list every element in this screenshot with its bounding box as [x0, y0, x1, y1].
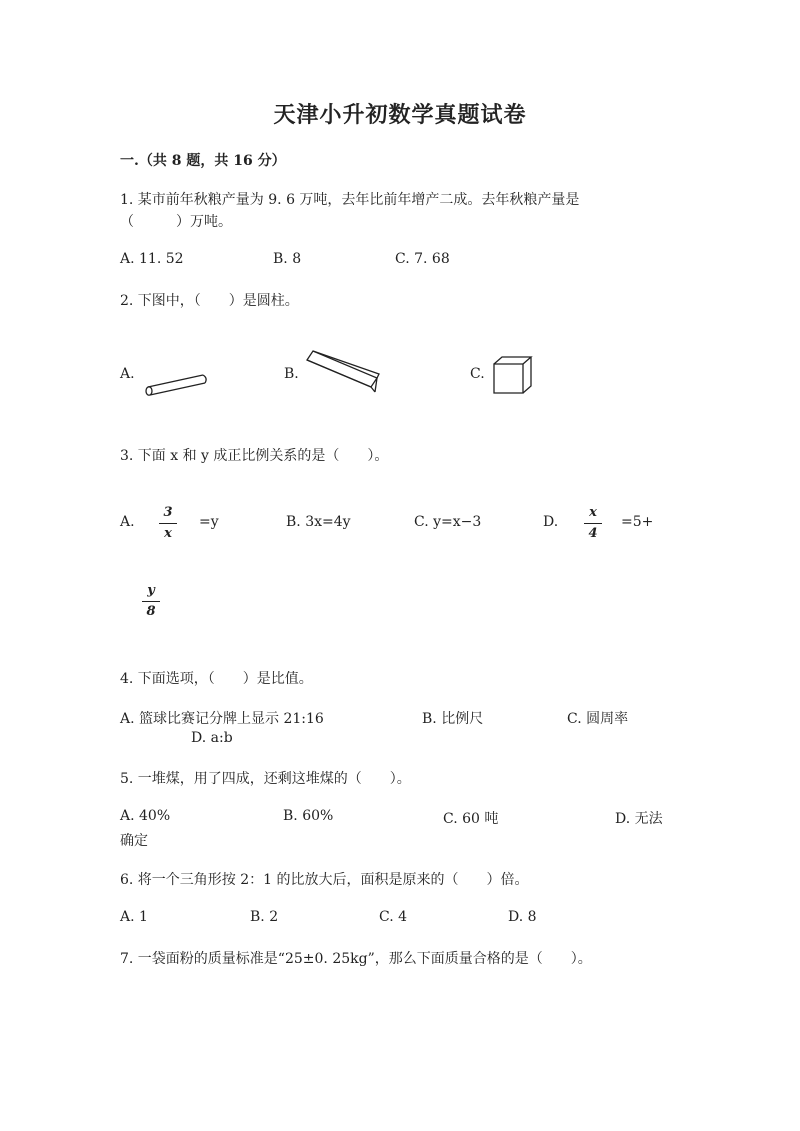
- q4-option-c[interactable]: C. 圆周率: [567, 711, 629, 727]
- fraction-bar: [142, 601, 160, 602]
- q6-option-b[interactable]: B. 2: [250, 909, 279, 925]
- q6-option-c[interactable]: C. 4: [379, 909, 408, 925]
- fraction-denominator: 8: [146, 604, 156, 619]
- q1-option-c[interactable]: C. 7. 68: [395, 251, 450, 267]
- q5-option-c[interactable]: C. 60 吨: [443, 811, 499, 827]
- q3-option-a-label[interactable]: A.: [120, 514, 135, 530]
- q1-option-a[interactable]: A. 11. 52: [120, 251, 184, 267]
- q3-fraction-d2: [142, 583, 160, 620]
- fraction-numerator: 3: [163, 505, 173, 520]
- q1-text-line1: 1. 某市前年秋粮产量为 9. 6 万吨，去年比前年增产二成。去年秋粮产量是: [120, 192, 580, 208]
- q2-option-a[interactable]: A.: [120, 366, 135, 382]
- q3-option-b[interactable]: B. 3x=4y: [286, 514, 351, 530]
- fraction-numerator: x: [589, 505, 597, 520]
- q7-text: 7. 一袋面粉的质量标准是“25±0. 25kg”，那么下面质量合格的是（ ）。: [120, 951, 592, 967]
- cylinder-rod-image: [142, 370, 210, 400]
- fraction-denominator: 4: [588, 526, 598, 541]
- q4-text: 4. 下面选项，（ ）是比值。: [120, 671, 313, 687]
- q3-fraction-d: [584, 505, 602, 542]
- q5-text: 5. 一堆煤，用了四成，还剩这堆煤的（ ）。: [120, 771, 411, 787]
- q4-option-a[interactable]: A. 篮球比赛记分牌上显示 21:16: [120, 711, 324, 727]
- fraction-bar: [584, 523, 602, 524]
- q2-option-b[interactable]: B.: [284, 366, 299, 382]
- q3-text: 3. 下面 x 和 y 成正比例关系的是（ ）。: [120, 448, 389, 464]
- q5-option-b[interactable]: B. 60%: [283, 808, 334, 824]
- q5-option-d[interactable]: D. 无法: [615, 811, 663, 827]
- q4-option-d[interactable]: D. a:b: [191, 730, 233, 746]
- cube-image: [492, 355, 536, 395]
- q6-option-a[interactable]: A. 1: [120, 909, 148, 925]
- q1-text-line2: （ ）万吨。: [120, 214, 232, 230]
- fraction-bar: [159, 523, 177, 524]
- q5-option-d-wrap: 确定: [120, 833, 148, 849]
- q1-option-b[interactable]: B. 8: [273, 251, 302, 267]
- q3-option-a-tail: =y: [199, 514, 219, 530]
- q2-option-c[interactable]: C.: [470, 366, 485, 382]
- triangular-prism-image: [303, 348, 383, 393]
- q4-option-b[interactable]: B. 比例尺: [422, 711, 484, 727]
- q6-option-d[interactable]: D. 8: [508, 909, 537, 925]
- q3-option-d-label[interactable]: D.: [543, 514, 559, 530]
- fraction-denominator: x: [164, 526, 172, 541]
- page-title: 天津小升初数学真题试卷: [273, 102, 527, 128]
- q2-text: 2. 下图中，（ ）是圆柱。: [120, 293, 299, 309]
- section-heading: 一.（共 8 题，共 16 分）: [120, 153, 286, 169]
- fraction-numerator: y: [147, 583, 155, 598]
- q3-fraction-a: [159, 505, 177, 542]
- q6-text: 6. 将一个三角形按 2：1 的比放大后，面积是原来的（ ）倍。: [120, 872, 529, 888]
- q5-option-a[interactable]: A. 40%: [120, 808, 171, 824]
- q3-option-d-tail: =5+: [621, 514, 654, 530]
- q3-option-c[interactable]: C. y=x−3: [414, 514, 482, 530]
